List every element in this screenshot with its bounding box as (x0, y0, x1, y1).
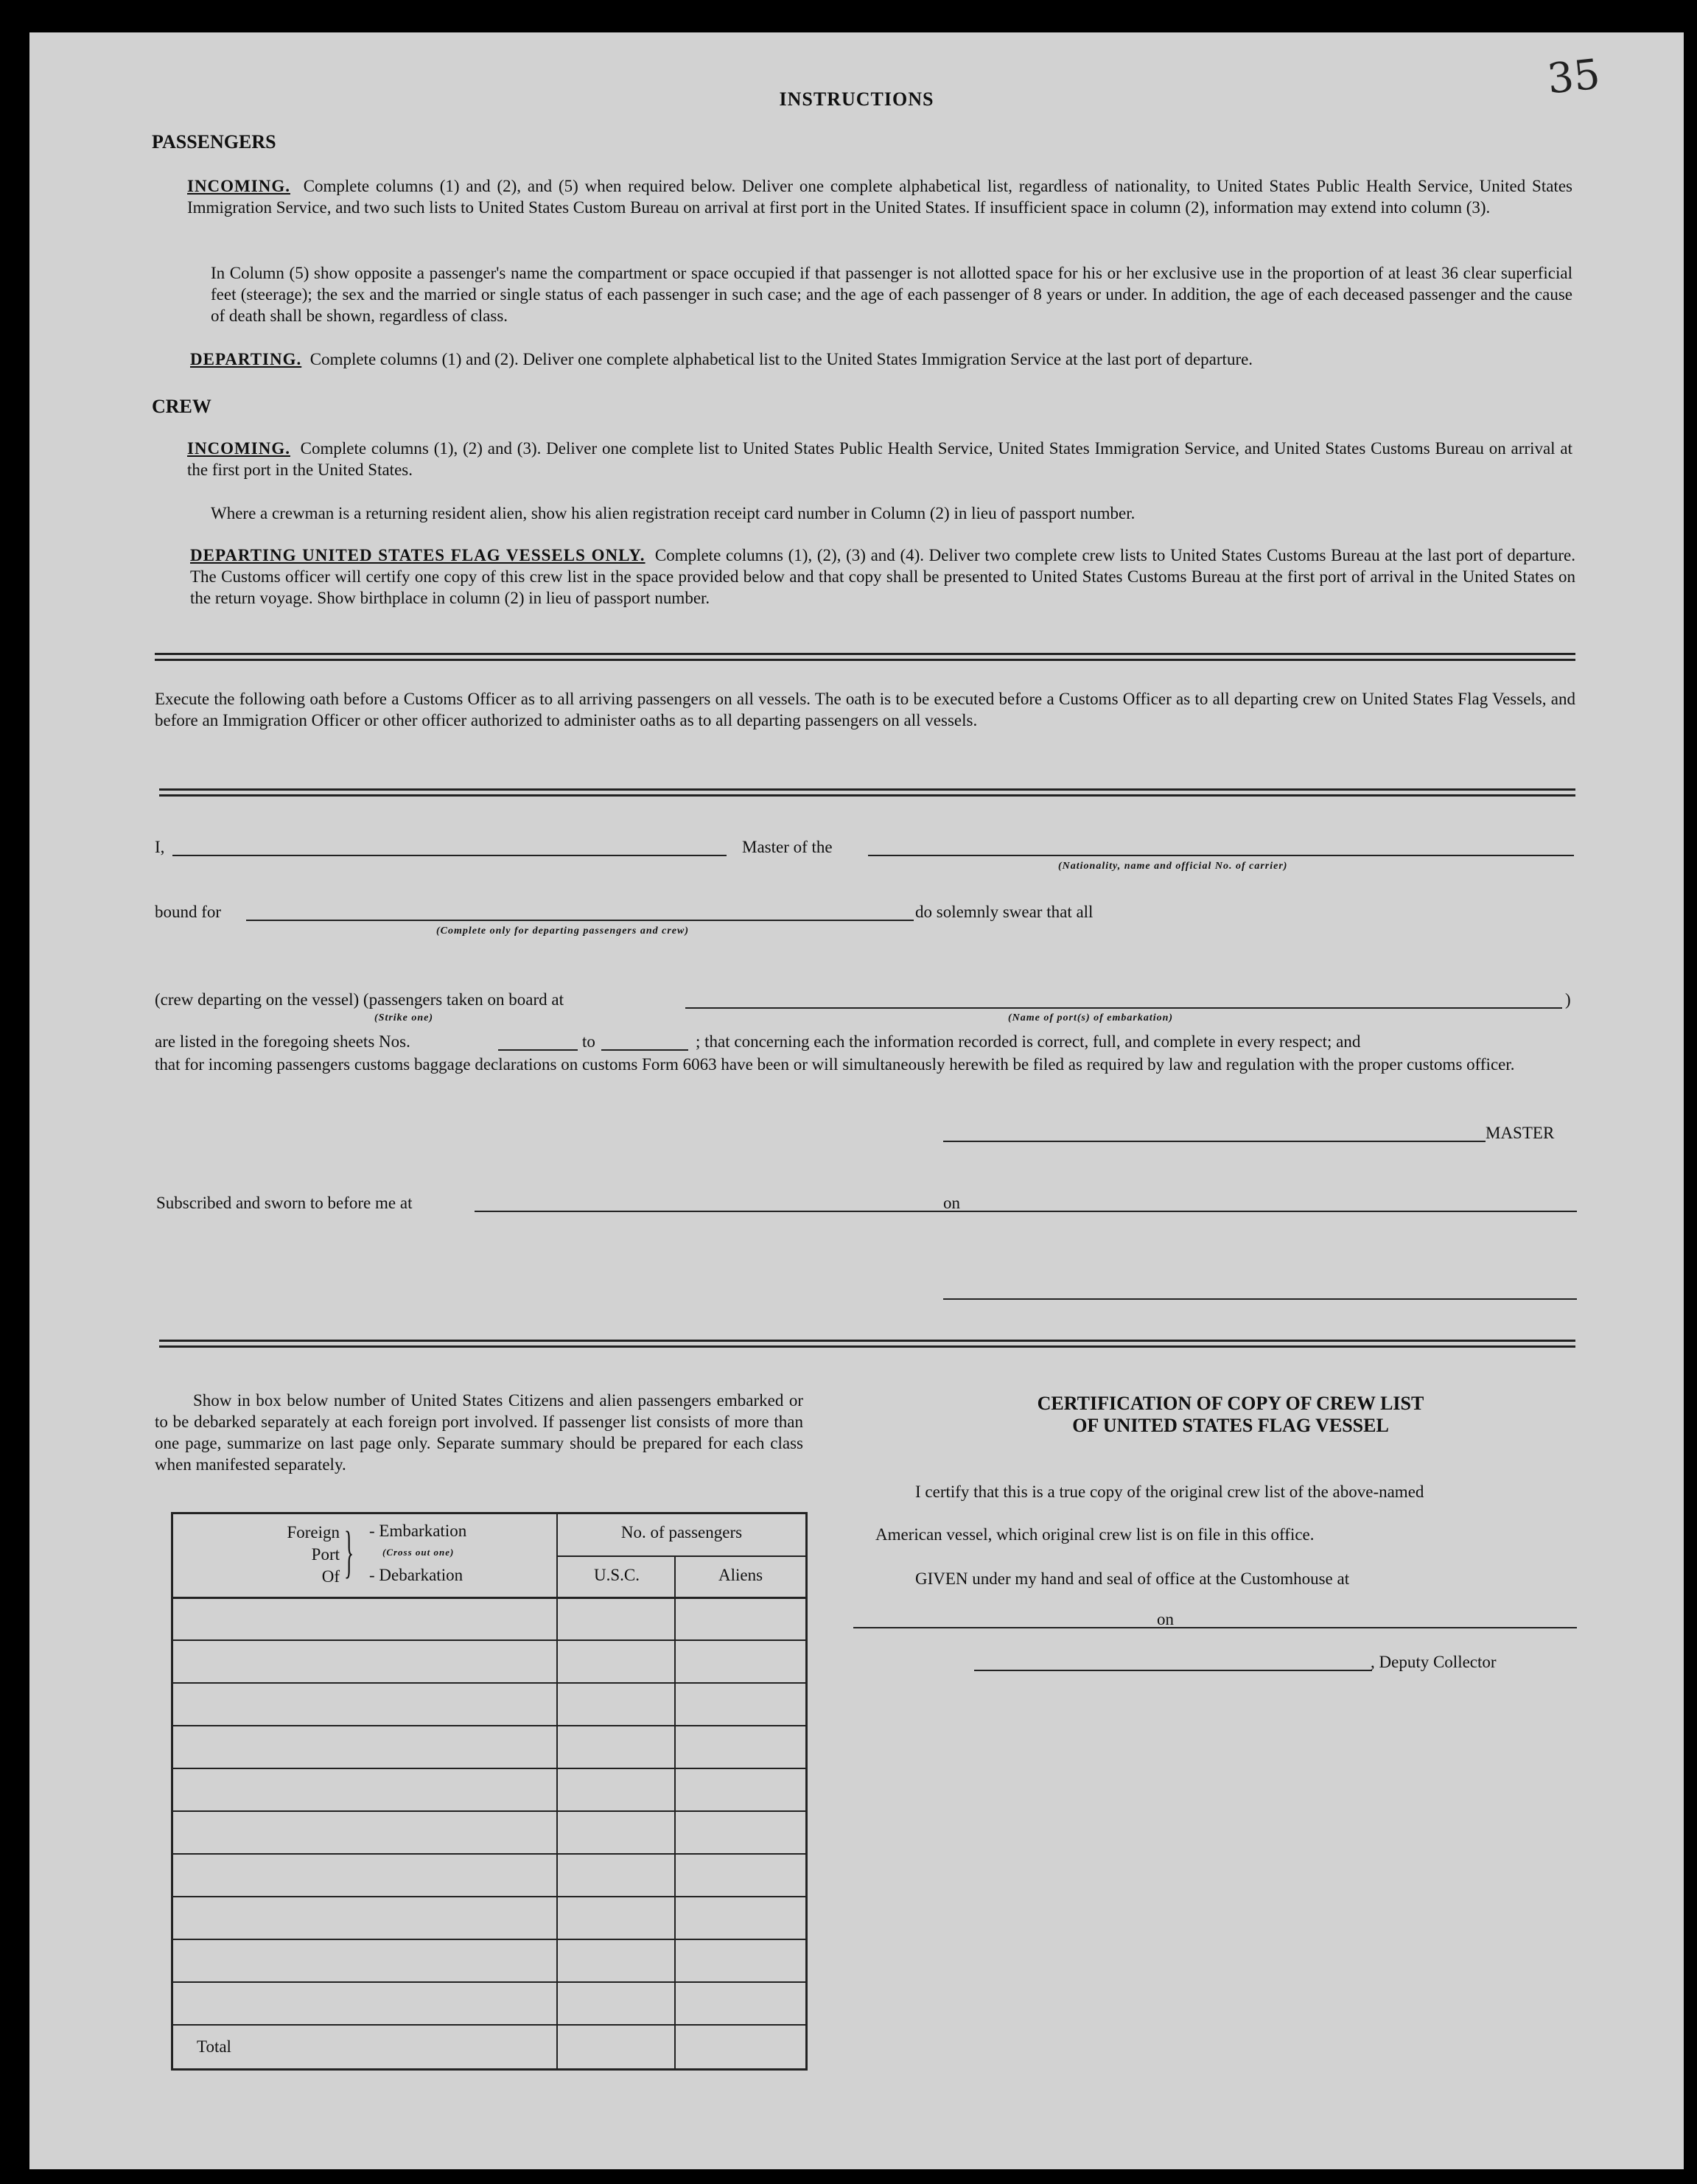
summary-instruction: Show in box below number of United States Citizens and alien passengers embarked or to be debarked separately at each foreign port involved. If passenger list consists of more than one page, summarize on last page only. Separate summary should be prepared for each class when manifested separately. (155, 1391, 803, 1474)
table-row[interactable] (173, 1939, 805, 1940)
divider-2 (159, 788, 1575, 791)
crew-incoming (187, 438, 1572, 480)
total-label: Total (197, 2037, 231, 2056)
sheets-label: are listed in the foregoing sheets Nos. (155, 1032, 410, 1051)
certify-text-2: that for incoming passengers customs baggage declarations on customs Form 6063 have been or will simultaneously herewith be filed as required by law and regulation with the proper customs officer. (155, 1055, 1515, 1074)
passengers-departing-label: DEPARTING. (190, 350, 302, 368)
master-name-field[interactable] (172, 855, 727, 856)
sheets-to-field[interactable] (601, 1049, 688, 1051)
master-label: MASTER (1486, 1124, 1555, 1142)
certify-line-2: American vessel, which original crew list is on file in this office. (875, 1525, 1315, 1544)
certify-text: ; that concerning each the information recorded is correct, full, and complete in every respect; and (696, 1032, 1361, 1051)
header-divider (558, 1555, 805, 1557)
bound-for-caption: (Complete only for departing passengers and crew) (436, 925, 689, 937)
deputy-signature-field[interactable] (974, 1670, 1372, 1671)
table-row[interactable] (173, 1768, 805, 1769)
table-row[interactable] (173, 1981, 805, 1983)
table-row[interactable] (173, 1853, 805, 1855)
deputy-collector-label: , Deputy Collector (1371, 1653, 1497, 1671)
page-title: INSTRUCTIONS (779, 88, 934, 110)
divider-1 (155, 653, 1575, 655)
passengers-departing-text: Complete columns (1) and (2). Deliver one complete alphabetical list to the United States Immigration Service at the last port of departure. (309, 350, 1253, 368)
cert-date-field[interactable] (1179, 1627, 1577, 1628)
header-bottom (173, 1597, 805, 1599)
passengers-incoming-text: Complete columns (1) and (2), and (5) when required below. Deliver one complete alphabetical list, regardless of nationality, to United States Public Health Service, United States Immigration Service, and two such lists to United States Custom Bureau on arrival at first port in the United States. If insufficient space in column (2), information may extend into column (3). (187, 177, 1572, 217)
column-divider-2 (674, 1555, 676, 2068)
certification-title (884, 1393, 1577, 1437)
passenger-summary-table (171, 1512, 808, 2071)
strike-one-caption: (Strike one) (374, 1012, 434, 1023)
header-foreign: Foreign (287, 1523, 340, 1541)
crew-incoming-label: INCOMING. (187, 439, 290, 458)
customhouse-field[interactable] (853, 1627, 1183, 1628)
header-embarkation[interactable]: - Embarkation (369, 1522, 467, 1540)
crew-departing-flag-label: DEPARTING UNITED STATES FLAG VESSELS ONLY. (190, 546, 645, 564)
header-no-of-passengers: No. of passengers (620, 1523, 743, 1541)
master-signature-field[interactable] (943, 1141, 1486, 1142)
header-port: Port (311, 1545, 340, 1564)
header-cross-out: (Cross out one) (382, 1547, 455, 1558)
table-row[interactable] (173, 1810, 805, 1812)
subscribed-label: Subscribed and sworn to before me at (156, 1194, 413, 1212)
header-of: Of (321, 1567, 340, 1586)
passengers-heading: PASSENGERS (152, 131, 276, 153)
ports-embarkation-field[interactable] (685, 1007, 1562, 1009)
crew-departing-label: (crew departing on the vessel) (passengers taken on board at (155, 990, 564, 1009)
passengers-incoming (187, 175, 1572, 218)
crew-departing-flag (190, 545, 1575, 609)
passengers-departing (190, 349, 1575, 370)
crew-departing-flag-text: Complete columns (1), (2), (3) and (4). Deliver two complete crew lists to United States Customs Bureau at the last port of departure. The Customs officer will certify one copy of this crew list in the space provided below and that copy shall be presented to United States Customs Bureau at the first port of arrival in the United States on the return voyage. Show birthplace in column (2) in lieu of passport number. (190, 546, 1576, 607)
passengers-incoming-label: INCOMING. (187, 177, 290, 195)
table-row[interactable] (173, 1682, 805, 1684)
carrier-field[interactable] (868, 855, 1574, 856)
header-debarkation[interactable]: - Debarkation (369, 1566, 463, 1584)
crew-incoming-text: Complete columns (1), (2) and (3). Deliver one complete list to United States Public Health Service, United States Immigration Service, and United States Customs Bureau on arrival at the first port in the United States. (187, 439, 1573, 479)
table-row[interactable] (173, 1896, 805, 1897)
on-label: on (943, 1194, 960, 1212)
header-usc: U.S.C. (594, 1566, 640, 1584)
master-of-label: Master of the (742, 838, 833, 856)
brace: } (344, 1519, 354, 1583)
certify-line-3: GIVEN under my hand and seal of office at the Customhouse at (915, 1569, 1350, 1588)
cert-on-label: on (1157, 1610, 1174, 1628)
sheets-from-field[interactable] (498, 1049, 578, 1051)
to-label: to (582, 1032, 595, 1051)
form-page (29, 32, 1684, 2169)
carrier-caption: (Nationality, name and official No. of carrier) (1058, 861, 1288, 872)
solemnly-swear-label: do solemnly swear that all (915, 903, 1094, 921)
oath-i-label: I, (155, 838, 165, 856)
divider-3 (159, 1340, 1575, 1342)
oath-instruction: Execute the following oath before a Customs Officer as to all arriving passengers on all vessels. The oath is to be executed before a Customs Officer as to all departing crew on United States Flag Vessels, and before an Immigration Officer or other officer authorized to administer oaths as to all departing passengers on all vessels. (155, 690, 1575, 729)
handwritten-page-number: 35 (1544, 50, 1603, 104)
subscribed-at-field[interactable] (475, 1211, 971, 1212)
ports-caption: (Name of port(s) of embarkation) (1008, 1012, 1174, 1023)
foreign-port-of (251, 1522, 340, 1588)
crew-resident-alien: Where a crewman is a returning resident alien, show his alien registration receipt card number in Column (2) in lieu of passport number. (211, 504, 1136, 522)
close-paren: ) (1565, 990, 1571, 1009)
table-row[interactable] (173, 1725, 805, 1726)
certification-title-2: OF UNITED STATES FLAG VESSEL (1072, 1415, 1389, 1436)
bound-for-label: bound for (155, 903, 222, 921)
table-row[interactable] (173, 2024, 805, 2026)
subscribed-on-field[interactable] (965, 1211, 1577, 1212)
certification-title-1: CERTIFICATION OF COPY OF CREW LIST (1037, 1393, 1424, 1414)
table-row[interactable] (173, 1639, 805, 1641)
passengers-column5: In Column (5) show opposite a passenger's name the compartment or space occupied if that passenger is not allotted space for his or her exclusive use in the proportion of at least 36 clear superficial feet (steerage); the sex and the married or single status of each passenger in such case; and the age of each passenger of 8 years or under. In addition, the age of each deceased passenger and the cause of death shall be shown, regardless of class. (211, 264, 1572, 325)
certify-line-1: I certify that this is a true copy of the original crew list of the above-named (915, 1483, 1424, 1501)
bound-for-field[interactable] (246, 920, 914, 921)
crew-heading: CREW (152, 396, 211, 417)
sheets-line (155, 1032, 410, 1051)
header-aliens: Aliens (718, 1566, 763, 1584)
officer-signature-field[interactable] (943, 1298, 1577, 1300)
